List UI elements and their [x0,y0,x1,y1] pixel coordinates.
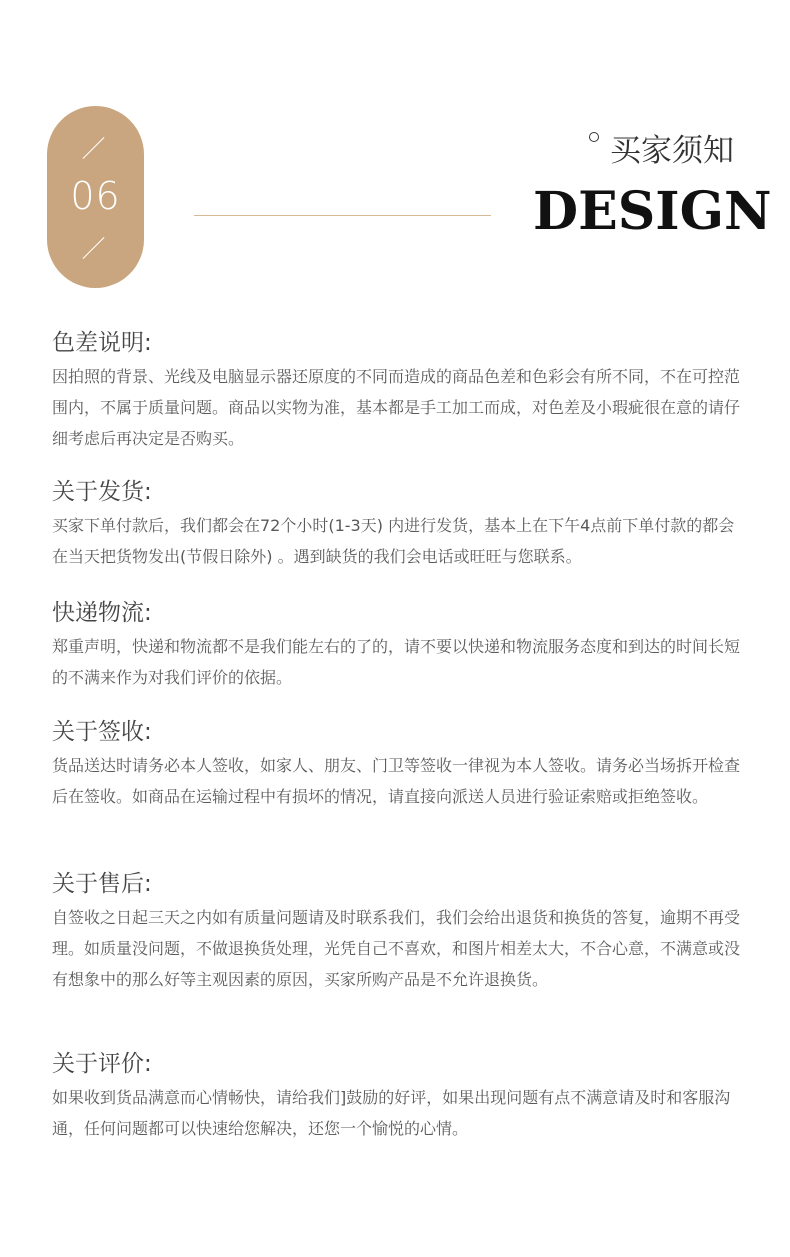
section-body: 货品送达时请务必本人签收，如家人、朋友、门卫等签收一律视为本人签收。请务必当场拆开检查后在签收。如商品在运输过程中有损坏的情况，请直接向派送人员进行验证索赔或拒绝签收。 [52,756,741,806]
section-heading: 关于售后: [52,871,152,897]
notice-section-color-difference [52,327,742,454]
section-number: 06 [70,174,121,218]
slash-decoration-top [83,137,105,159]
section-heading: 关于发货: [52,479,152,505]
section-body: 郑重声明，快递和物流都不是我们能左右的了的，请不要以快递和物流服务态度和到达的时间长短的不满来作为对我们评价的依据。 [52,637,741,687]
page-title: DESIGN [533,181,772,242]
section-body: 买家下单付款后，我们都会在72个小时(1-3天) 内进行发货，基本上在下午4点前下单付款的都会在当天把货物发出(节假日除外) 。遇到缺货的我们会电话或旺旺与您联系。 [52,516,735,566]
section-heading: 关于签收: [52,719,152,745]
section-heading: 色差说明: [52,330,152,356]
header-divider-line [194,215,491,216]
notice-section-shipping [52,476,742,572]
section-number-badge [47,106,144,288]
page-subtitle: 买家须知 [610,133,734,169]
circle-icon [589,132,599,142]
section-heading: 快递物流: [52,600,152,626]
slash-decoration-bottom [83,237,105,259]
notice-section-reviews [52,1048,742,1144]
section-body: 自签收之日起三天之内如有质量问题请及时联系我们，我们会给出退货和换货的答复，逾期不再受理。如质量没问题，不做退换货处理，光凭自己不喜欢，和图片相差太大，不合心意，不满意或没有想象中的那么好等主观因素的原因，买家所购产品是不允许退换货。 [52,908,741,989]
section-heading: 关于评价: [52,1051,152,1077]
section-body: 因拍照的背景、光线及电脑显示器还原度的不同而造成的商品色差和色彩会有所不同，不在可控范围内，不属于质量问题。商品以实物为准，基本都是手工加工而成，对色差及小瑕疵很在意的请仔细考虑后再决定是否购买。 [52,367,741,448]
notice-section-signing [52,716,742,812]
notice-section-after-sales [52,868,742,995]
notice-section-logistics [52,597,742,693]
section-body: 如果收到货品满意而心情畅快，请给我们]鼓励的好评，如果出现问题有点不满意请及时和客服沟通，任何问题都可以快速给您解决，还您一个愉悦的心情。 [52,1088,731,1138]
